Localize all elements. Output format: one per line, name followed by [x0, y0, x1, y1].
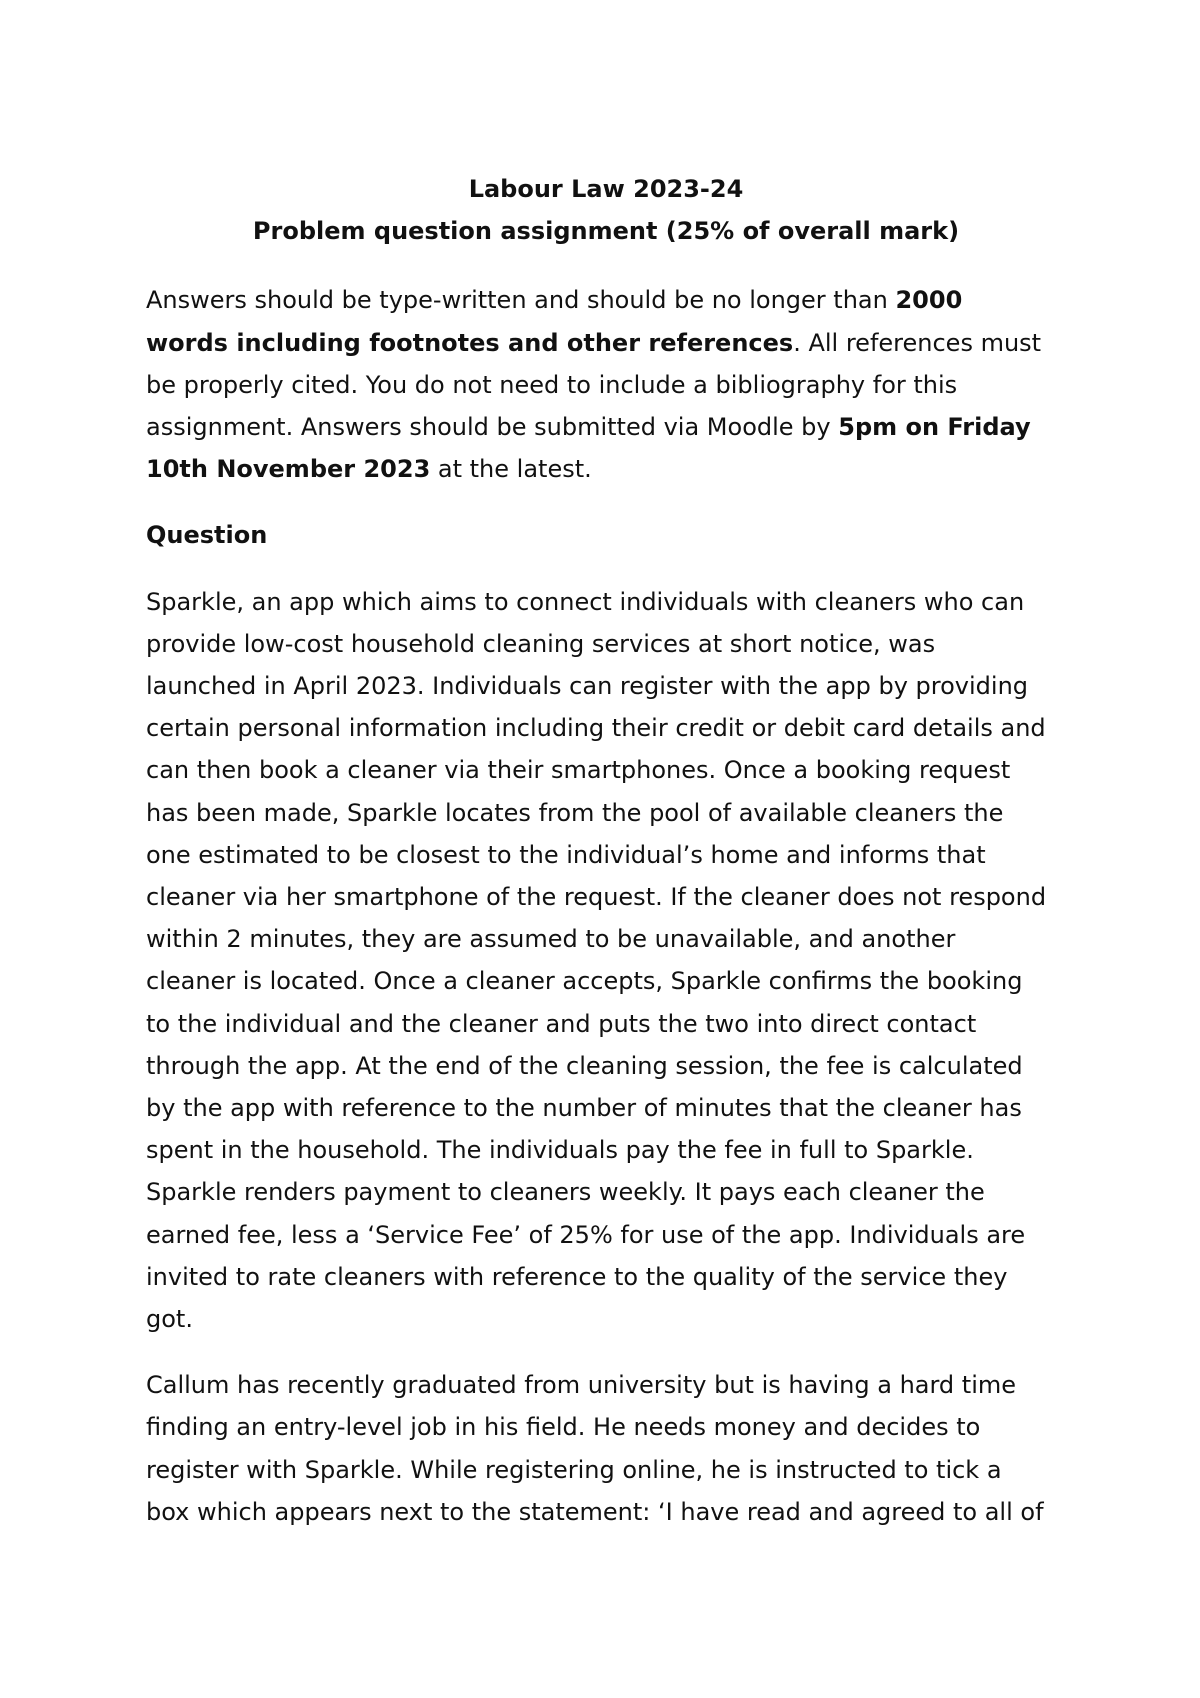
paragraph1-line: one estimated to be closest to the individual’s home and informs that	[146, 840, 986, 869]
section-heading	[146, 514, 1066, 556]
paragraph1-line: cleaner via her smartphone of the request. If the cleaner does not respond	[146, 883, 1047, 912]
deadline-date-bold: 10th November 2023	[146, 455, 431, 484]
footnotes-bold: words including footnotes and other references	[146, 328, 794, 357]
paragraph2-line: Callum has recently graduated from university but is having a hard time	[146, 1371, 1017, 1400]
paragraph2-line: box which appears next to the statement: ‘I have read and agreed to all of	[146, 1497, 1044, 1526]
paragraph1-line: Sparkle, an app which aims to connect individuals with cleaners who can	[146, 587, 1025, 616]
instructions-text-4: assignment. Answers should be submitted via Moodle by	[146, 413, 839, 442]
paragraph1-line: can then book a cleaner via their smartphones. Once a booking request	[146, 756, 1011, 785]
paragraph1-line: through the app. At the end of the cleaning session, the fee is calculated	[146, 1051, 1023, 1080]
paragraph1-line: got.	[146, 1305, 193, 1334]
instructions-paragraph	[146, 279, 1066, 490]
instructions-line-2	[146, 322, 1066, 364]
paragraph1-line: to the individual and the cleaner and puts the two into direct contact	[146, 1009, 977, 1038]
paragraph1-line: within 2 minutes, they are assumed to be unavailable, and another	[146, 925, 956, 954]
paragraph1-line: cleaner is located. Once a cleaner accepts, Sparkle confirms the booking	[146, 967, 1023, 996]
instructions-line-3: be properly cited. You do not need to include a bibliography for this	[146, 370, 958, 399]
paragraph1-line: certain personal information including their credit or debit card details and	[146, 714, 1046, 743]
question-paragraph-1	[146, 581, 1066, 1341]
instructions-line-1	[146, 279, 1066, 321]
instructions-text-2: . All references must	[793, 328, 1042, 357]
question-heading: Question	[146, 521, 268, 550]
paragraph1-line: spent in the household. The individuals pay the fee in full to Sparkle.	[146, 1136, 974, 1165]
word-limit-bold: 2000	[895, 286, 963, 315]
deadline-time-bold: 5pm on Friday	[838, 413, 1031, 442]
paragraph2-line: finding an entry-level job in his field. He needs money and decides to	[146, 1413, 981, 1442]
paragraph1-line: provide low-cost household cleaning services at short notice, was	[146, 629, 936, 658]
instructions-line-5	[146, 448, 1066, 490]
paragraph1-line: invited to rate cleaners with reference to the quality of the service they	[146, 1262, 1008, 1291]
instructions-line-4	[146, 406, 1066, 448]
question-paragraph-2	[146, 1364, 1066, 1533]
instructions-text-5: at the latest.	[430, 455, 592, 484]
document-subtitle: Problem question assignment (25% of overall mark)	[252, 217, 960, 246]
document-title: Labour Law 2023-24	[468, 175, 744, 203]
paragraph1-line: launched in April 2023. Individuals can register with the app by providing	[146, 672, 1029, 701]
paragraph1-line: earned fee, less a ‘Service Fee’ of 25% for use of the app. Individuals are	[146, 1220, 1026, 1249]
paragraph1-line: Sparkle renders payment to cleaners weekly. It pays each cleaner the	[146, 1178, 985, 1207]
paragraph2-line: register with Sparkle. While registering online, he is instructed to tick a	[146, 1455, 1002, 1484]
instructions-text-1: Answers should be type-written and should be no longer than	[146, 286, 896, 315]
paragraph1-line: by the app with reference to the number of minutes that the cleaner has	[146, 1094, 1022, 1123]
document-page	[146, 168, 1066, 1533]
paragraph1-line: has been made, Sparkle locates from the pool of available cleaners the	[146, 798, 1004, 827]
